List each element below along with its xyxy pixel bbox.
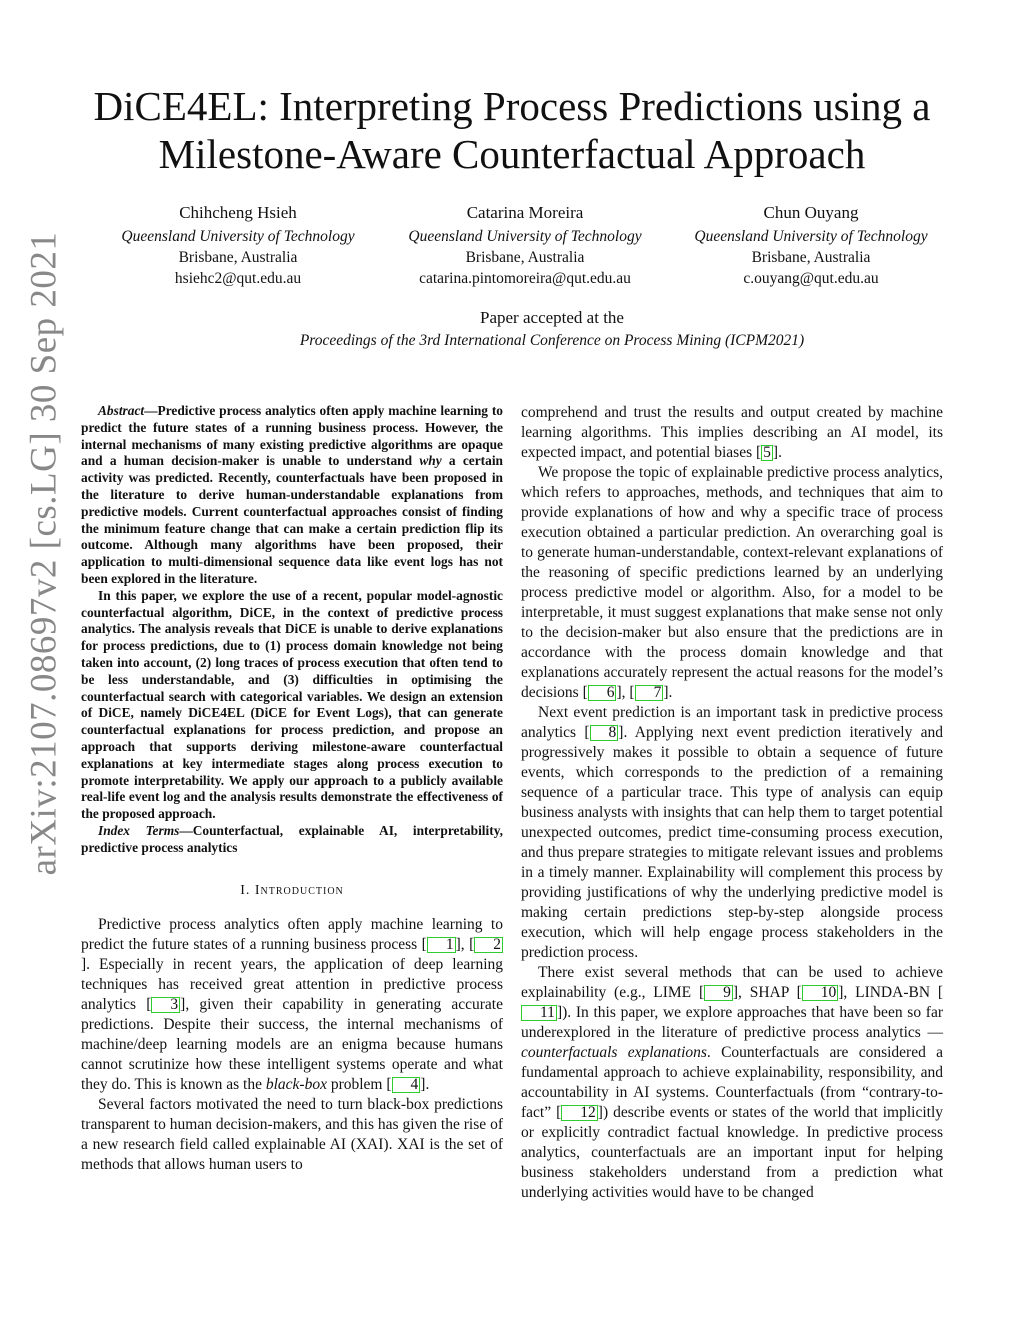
author-name: Chun Ouyang xyxy=(763,203,859,222)
author-location: Brisbane, Australia xyxy=(178,249,298,266)
arxiv-identifier-text: arXiv:2107.08697v2 [cs.LG] 30 Sep 2021 xyxy=(23,231,65,875)
citation-link[interactable]: 7 xyxy=(635,685,664,701)
abstract xyxy=(81,403,503,857)
paper-title xyxy=(60,82,964,178)
venue-line-2: Proceedings of the 3rd International Conference on Process Mining (ICPM2021) xyxy=(299,332,805,349)
author-affiliation: Queensland University of Technology xyxy=(121,228,355,245)
index-terms: Index Terms—Counterfactual, explainable AI, interpretability, predictive process analytics xyxy=(81,822,503,855)
intro-paragraph-1: Predictive process analytics often apply machine learning to predict the future states of a running business process [ 1 ], [ 2]. Especially in recent years, the application of deep learning techniques has received great attention in predictive process analytics [ 3 ], given their capability in generating accurate predictions. Despite their success, the internal mechanisms of machine/deep learning models are an enigma because humans cannot scrutinize how these intelligent systems operate and what they do. This is known as the black-box problem [ 4 ]. xyxy=(81,915,503,1093)
abstract-label: Abstract xyxy=(98,403,145,418)
venue-line-1: Paper accepted at the xyxy=(480,308,624,327)
citation-link[interactable]: 8 xyxy=(590,725,619,741)
citation-link[interactable]: 3 xyxy=(151,997,180,1013)
citation-link[interactable]: 11 xyxy=(521,1005,557,1021)
index-terms-label: Index Terms xyxy=(98,822,180,838)
intro-paragraph-3: We propose the topic of explainable predictive process analytics, which refers to approaches, methods, and techniques that aim to provide explanations of how and why a specific trace of process execution obtained a particular prediction. An overarching goal is to generate human-understandable, context-relevant explanations of the reasoning of specific predictions learned by an underlying process predictive model or algorithm. Also, for a model to be interpretable, it must suggest explanations that make sense not only to the decision-maker but also ensure that the predictions are in accordance with the process domain knowledge and that explanations accurately represent the actual reasons for the model’s decisions [ 6 ], [ 7 ]. xyxy=(521,464,943,701)
author-block-3 xyxy=(666,200,956,289)
abstract-paragraph-2: In this paper, we explore the use of a recent, popular model-agnostic counterfactual algorithm, DiCE, in the context of predictive process analytics. The analysis reveals that DiCE is unable to derive explanations for process predictions, due to (1) process domain knowledge not being taken into account, (2) long traces of process execution that often tend to be less understandable, and (3) difficulties in optimising the counterfactual search with categorical variables. We design an extension of DiCE, namely DiCE4EL (DiCE for Event Logs), that can generate counterfactual explanations for process prediction, and propose an approach that supports deriving milestone-aware counterfactual explanations at key intermediate stages along process execution to promote interpretability. We apply our approach to a publicly available real-life event log and the analysis results demonstrate the effectiveness of the proposed approach. xyxy=(81,587,503,822)
citation-link[interactable]: 9 xyxy=(704,985,733,1001)
intro-paragraph-2: Several factors motivated the need to turn black-box predictions transparent to human decision-makers, and this has given the rise of a new research field called explainable AI (XAI). XAI is the set of methods that allows human users to xyxy=(81,1095,503,1173)
paper-title-line-2: Milestone-Aware Counterfactual Approach xyxy=(158,131,866,177)
author-email: c.ouyang@qut.edu.au xyxy=(743,270,879,287)
section-heading-introduction: I. Introduction xyxy=(240,882,344,898)
citation-link[interactable]: 10 xyxy=(802,985,839,1001)
right-column xyxy=(521,403,943,1203)
author-name: Chihcheng Hsieh xyxy=(179,203,297,222)
citation-link[interactable]: 6 xyxy=(588,685,617,701)
author-location: Brisbane, Australia xyxy=(751,249,871,266)
intro-paragraph-5: There exist several methods that can be used to achieve explainability (e.g., LIME [ 9 ], SHAP [ 10 ], LINDA-BN [11 ]). In this paper, we explore approaches that have been so far underexplored in the literature of predictive process analytics — counterfactuals explanations. Counterfactuals are considered a fundamental approach to achieve explainability, responsibility, and accountability in AI systems. Counterfactuals (from “contrary-to-fact” [ 12 ]) describe events or states of the world that implicitly or explicitly contradict factual knowledge. In predictive process analytics, counterfactuals are an important input for helping business stakeholders understand from a prediction what underlying activities would have to be changed xyxy=(521,964,943,1201)
citation-link[interactable]: 4 xyxy=(392,1077,421,1093)
intro-paragraph-2-cont: comprehend and trust the results and output created by machine learning algorithms. This implies describing an AI model, its expected impact, and potential biases [ 5 ]. xyxy=(521,404,943,461)
citation-link[interactable]: 1 xyxy=(427,937,456,953)
abstract-paragraph-1: Abstract—Predictive process analytics often apply machine learning to predict the future states of a running business process. However, the internal mechanisms of many existing predictive algorithms are opaque and a human decision-maker is unable to understand why a certain activity was predicted. Recently, counterfactuals have been proposed in the literature to derive human-understandable explanations from predictive models. Current counterfactual approaches consist of finding the minimum feature change that can make a certain prediction flip its outcome. Although many algorithms have been proposed, their application to multi-dimensional sequence data like event logs has not been explored in the literature. xyxy=(81,403,503,586)
author-email: catarina.pintomoreira@qut.edu.au xyxy=(419,270,631,287)
venue-note xyxy=(150,305,954,351)
author-block-2 xyxy=(380,200,670,289)
left-column xyxy=(81,403,503,1175)
author-email: hsiehc2@qut.edu.au xyxy=(174,270,302,287)
author-block-1 xyxy=(93,200,383,289)
citation-link[interactable]: 5 xyxy=(763,444,771,461)
citation-link[interactable]: 2 xyxy=(474,937,503,953)
intro-paragraph-4: Next event prediction is an important task in predictive process analytics [ 8 ]. Applying next event prediction iteratively and progressively makes it possible to obtain a sequence of future events, which corresponds to the prediction of a remaining sequence of a particular trace. This type of analysis can equip business analysts with insights that can help them to target potential unexpected outcomes, predict time-consuming process execution, and thus prepare strategies to mitigate relevant issues and problems in a timely manner. Explainability will complement this process by providing justifications of why the underlying predictive model is making certain predictions step-by-step alongside process execution, which will help engage process stakeholders in the prediction process. xyxy=(521,704,943,961)
author-affiliation: Queensland University of Technology xyxy=(694,228,928,245)
paper-title-line-1: DiCE4EL: Interpreting Process Predictions using a xyxy=(93,83,931,129)
author-name: Catarina Moreira xyxy=(466,203,584,222)
arxiv-identifier xyxy=(23,168,65,938)
author-location: Brisbane, Australia xyxy=(465,249,585,266)
citation-link[interactable]: 12 xyxy=(561,1105,598,1121)
author-affiliation: Queensland University of Technology xyxy=(408,228,642,245)
